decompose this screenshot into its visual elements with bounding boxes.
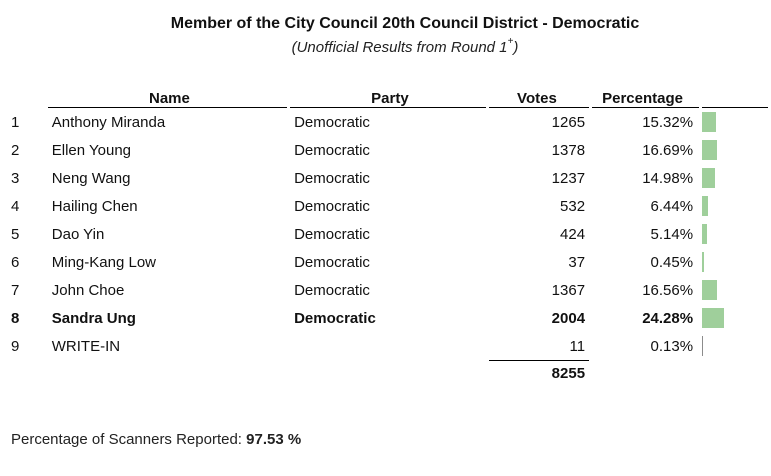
rank-cell: 5 — [11, 225, 20, 243]
votes-cell: 532 — [560, 197, 586, 215]
total-row — [7, 360, 768, 385]
percentage-bar — [702, 224, 707, 244]
percentage-cell: 14.98% — [642, 169, 694, 187]
bar-cell — [702, 248, 768, 276]
rank-cell: 3 — [11, 169, 20, 187]
percentage-bar — [702, 140, 717, 160]
table-row — [7, 108, 768, 136]
subtitle-close: ) — [513, 39, 519, 56]
percentage-cell: 15.32% — [642, 113, 694, 131]
party-cell: Democratic — [294, 253, 370, 271]
table-row — [7, 304, 768, 332]
party-cell: Democratic — [294, 113, 370, 131]
bar-cell — [702, 332, 768, 360]
table-header-row — [7, 86, 768, 108]
percentage-bar — [702, 196, 708, 216]
votes-cell: 1367 — [551, 281, 586, 299]
rank-cell: 4 — [11, 197, 20, 215]
bar-cell — [702, 276, 768, 304]
percentage-bar — [702, 168, 715, 188]
bar-cell — [702, 136, 768, 164]
rank-cell: 9 — [11, 337, 20, 355]
total-votes: 8255 — [489, 360, 589, 385]
percentage-cell: 0.45% — [650, 253, 694, 271]
votes-cell: 2004 — [551, 309, 586, 327]
votes-cell: 11 — [569, 337, 586, 355]
scanners-reported — [11, 431, 301, 448]
percentage-bar — [702, 252, 704, 272]
name-cell: Ellen Young — [51, 141, 132, 159]
page-subtitle — [0, 38, 771, 56]
percentage-cell: 5.14% — [650, 225, 694, 243]
party-cell: Democratic — [294, 281, 370, 299]
votes-cell: 1378 — [551, 141, 586, 159]
results-body — [7, 108, 768, 360]
header-rank — [7, 86, 45, 108]
rank-cell: 8 — [11, 309, 20, 327]
table-row — [7, 276, 768, 304]
name-cell: John Choe — [51, 281, 125, 299]
rank-cell: 2 — [11, 141, 20, 159]
percentage-cell: 0.13% — [650, 337, 694, 355]
votes-cell: 1237 — [551, 169, 586, 187]
header-party: Party — [290, 86, 486, 108]
name-cell: Dao Yin — [51, 225, 105, 243]
name-cell: WRITE-IN — [51, 337, 121, 355]
scanners-label: Percentage of Scanners Reported: — [11, 431, 247, 448]
subtitle-footnote-mark: + — [507, 36, 514, 47]
header-percentage: Percentage — [592, 86, 699, 108]
party-cell: Democratic — [294, 141, 370, 159]
table-row — [7, 136, 768, 164]
percentage-cell: 24.28% — [642, 309, 694, 327]
party-cell: Democratic — [294, 169, 370, 187]
rank-cell: 1 — [11, 113, 20, 131]
party-cell: Democratic — [294, 309, 376, 327]
percentage-bar — [702, 308, 724, 328]
header-votes: Votes — [489, 86, 589, 108]
table-row — [7, 192, 768, 220]
subtitle-text: (Unofficial Results from Round 1 — [291, 39, 508, 56]
percentage-cell: 16.56% — [642, 281, 694, 299]
results-table — [4, 86, 771, 385]
name-cell: Hailing Chen — [51, 197, 138, 215]
bar-cell — [702, 220, 768, 248]
header-bar — [702, 86, 768, 108]
rank-cell: 6 — [11, 253, 20, 271]
percentage-bar — [702, 336, 703, 356]
name-cell: Ming-Kang Low — [51, 253, 156, 271]
table-row — [7, 164, 768, 192]
scanners-value: 97.53 % — [246, 431, 302, 448]
votes-cell: 424 — [560, 225, 586, 243]
name-cell: Neng Wang — [51, 169, 131, 187]
table-row — [7, 332, 768, 360]
bar-cell — [702, 304, 768, 332]
header-name: Name — [48, 86, 287, 108]
percentage-bar — [702, 112, 716, 132]
table-row — [7, 248, 768, 276]
rank-cell: 7 — [11, 281, 20, 299]
page-title: Member of the City Council 20th Council District - Democratic — [170, 15, 640, 32]
party-cell: Democratic — [294, 197, 370, 215]
name-cell: Anthony Miranda — [51, 113, 166, 131]
bar-cell — [702, 192, 768, 220]
votes-cell: 37 — [568, 253, 586, 271]
table-row — [7, 220, 768, 248]
bar-cell — [702, 164, 768, 192]
votes-cell: 1265 — [551, 113, 586, 131]
percentage-cell: 16.69% — [642, 141, 694, 159]
percentage-bar — [702, 280, 717, 300]
name-cell: Sandra Ung — [51, 309, 136, 327]
party-cell — [290, 332, 486, 360]
party-cell: Democratic — [294, 225, 370, 243]
bar-cell — [702, 108, 768, 136]
percentage-cell: 6.44% — [650, 197, 694, 215]
